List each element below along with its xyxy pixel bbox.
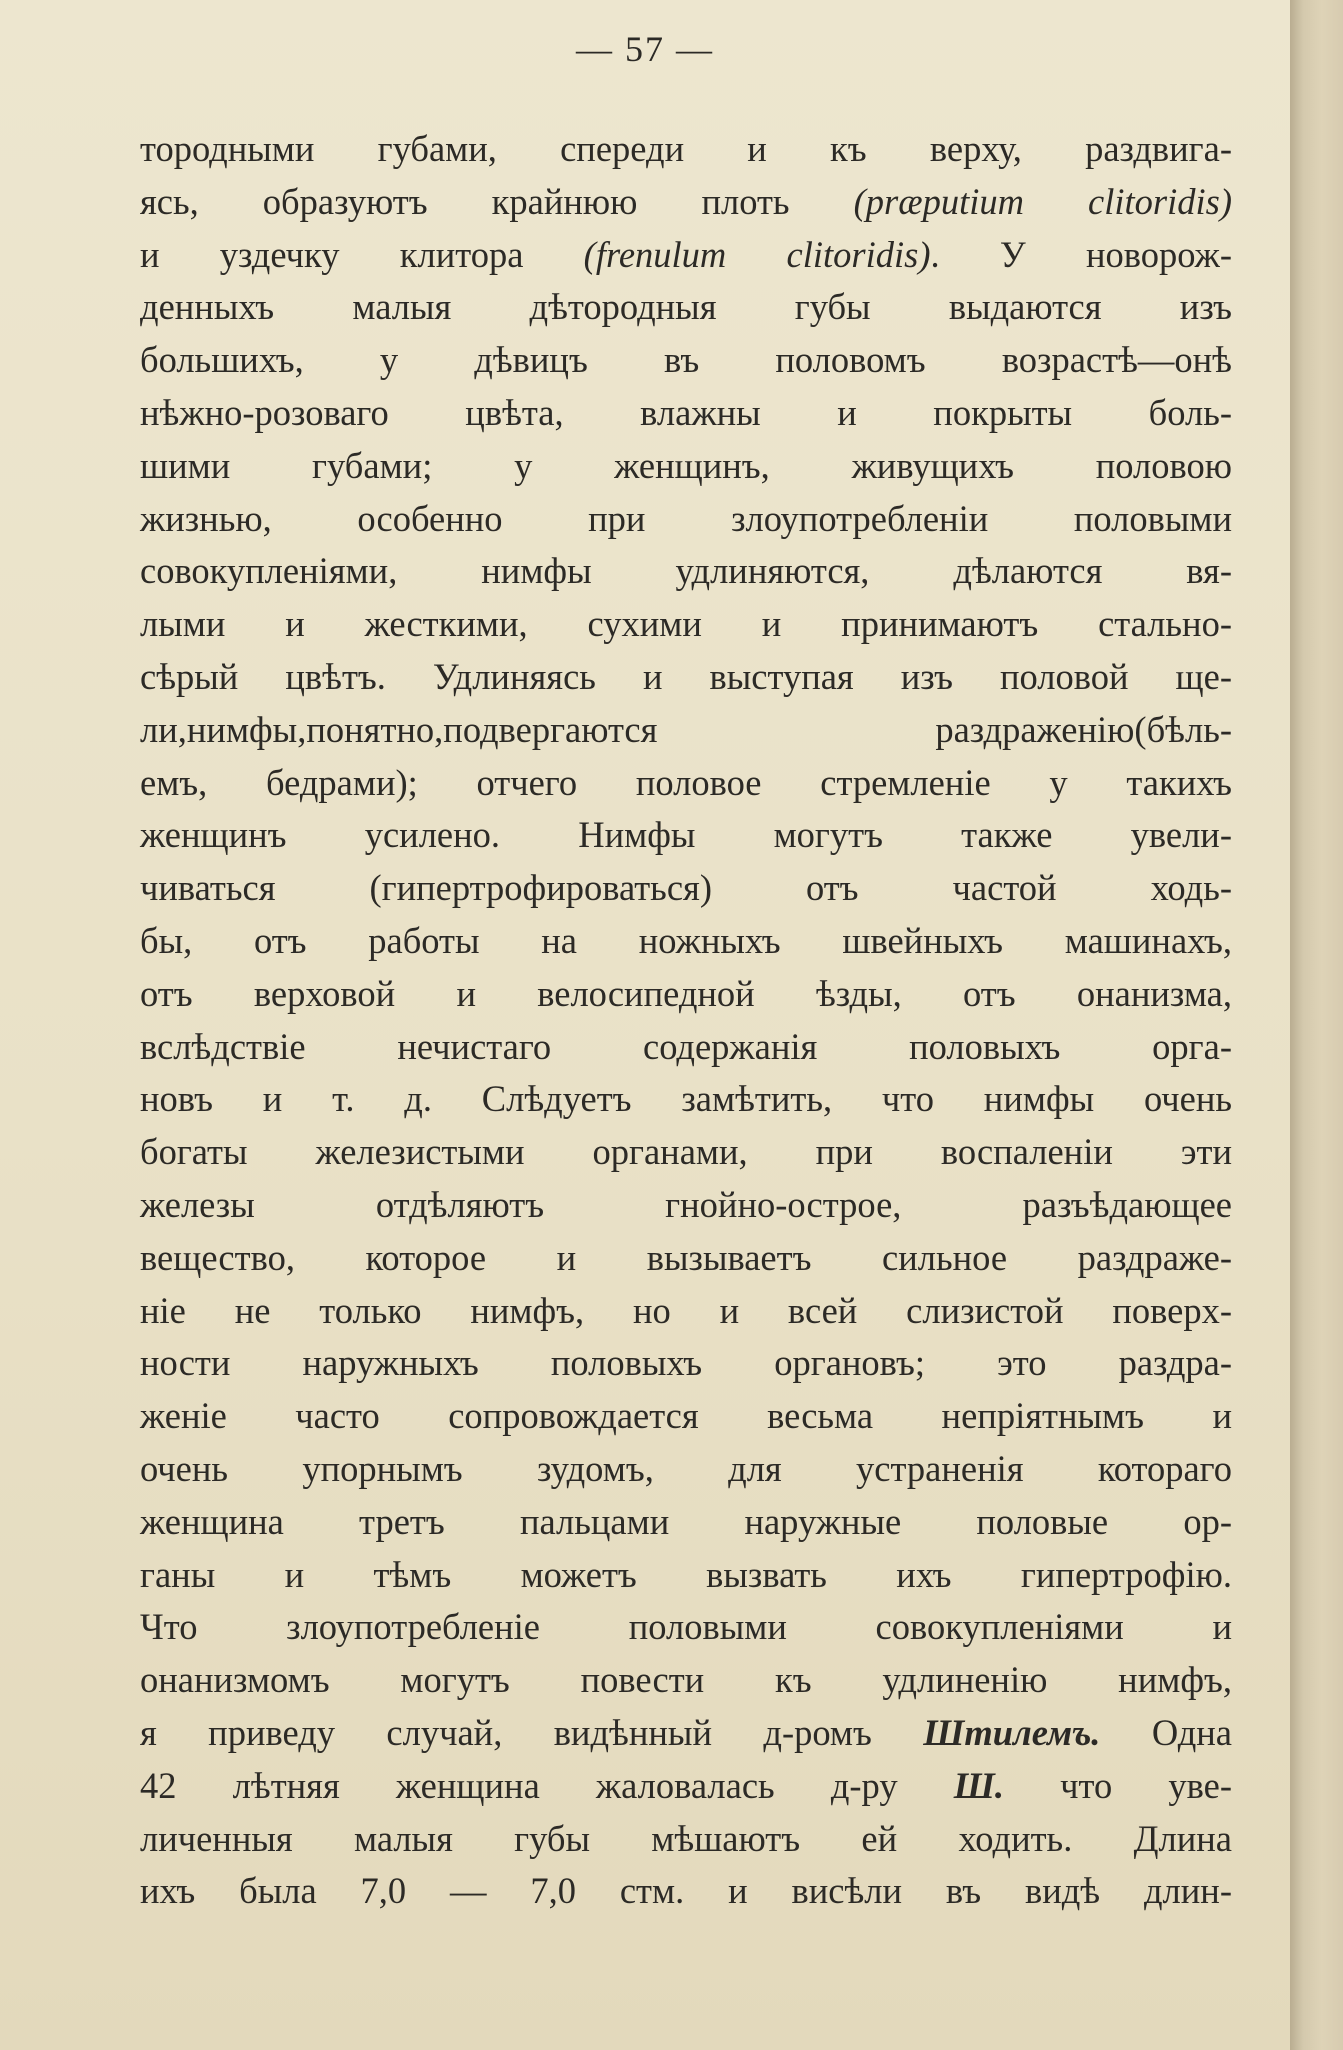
text-segment: . У новорож-	[930, 233, 1232, 275]
text-segment: новъ и т. д. Слѣдуетъ замѣтить, что нимфы очень	[140, 1078, 1232, 1120]
text-segment: ясь, образуютъ крайнюю плоть	[140, 180, 854, 222]
text-segment: денныхъ малыя дѣтородныя губы выдаются изъ	[140, 286, 1232, 328]
text-segment: большихъ, у дѣвицъ въ половомъ возрастѣ—онѣ	[140, 339, 1232, 381]
text-segment: нѣжно-розоваго цвѣта, влажны и покрыты боль-	[140, 391, 1232, 433]
text-line	[140, 1654, 1232, 1707]
text-line	[140, 1760, 1232, 1813]
text-line	[140, 1707, 1232, 1760]
text-line	[140, 387, 1232, 440]
text-line	[140, 1443, 1232, 1496]
text-line	[140, 123, 1232, 176]
text-line	[140, 598, 1232, 651]
page-number: — 57 —	[576, 29, 714, 69]
text-line	[140, 1601, 1232, 1654]
text-line	[140, 1285, 1232, 1338]
text-line	[140, 1179, 1232, 1232]
text-segment: богаты железистыми органами, при воспаленіи эти	[140, 1131, 1232, 1173]
text-line	[140, 1126, 1232, 1179]
text-segment: очень упорнымъ зудомъ, для устраненія котораго	[140, 1447, 1232, 1489]
text-segment: я приведу случай, видѣнный д-ромъ	[140, 1711, 924, 1753]
text-segment: бы, отъ работы на ножныхъ швейныхъ машинахъ,	[140, 919, 1232, 961]
text-segment: и уздечку клитора	[140, 233, 584, 275]
text-line	[140, 281, 1232, 334]
text-segment: ихъ была 7,0 — 7,0 стм. и висѣли въ видѣ длин-	[140, 1870, 1232, 1912]
text-segment: отъ верховой и велосипедной ѣзды, отъ онанизма,	[140, 972, 1232, 1014]
person-name: Ш.	[953, 1764, 1004, 1806]
text-segment: тородными губами, спереди и къ верху, раздвига-	[140, 128, 1232, 169]
body-text	[140, 123, 1232, 1918]
text-line	[140, 862, 1232, 915]
text-segment: что уве-	[1003, 1764, 1233, 1806]
latin-term: (præputium clitoridis)	[853, 180, 1232, 222]
text-line	[140, 1865, 1232, 1918]
text-line	[140, 915, 1232, 968]
text-segment: женщина третъ пальцами наружные половые ор-	[140, 1500, 1232, 1542]
text-line	[140, 809, 1232, 862]
text-segment: чиваться (гипертрофироваться) отъ частой ходь-	[140, 867, 1232, 909]
text-segment: сѣрый цвѣтъ. Удлиняясь и выступая изъ половой ще-	[140, 655, 1232, 697]
text-line	[140, 757, 1232, 810]
text-segment: вслѣдствіе нечистаго содержанія половыхъ орга-	[140, 1025, 1232, 1067]
latin-term: (frenulum clitoridis)	[583, 233, 931, 275]
text-line	[140, 651, 1232, 704]
text-segment: 42 лѣтняя женщина жаловалась д-ру	[140, 1764, 954, 1806]
text-segment: ности наружныхъ половыхъ органовъ; это раздра-	[140, 1342, 1232, 1384]
text-line	[140, 1496, 1232, 1549]
text-segment: жизнью, особенно при злоупотребленіи половыми	[140, 497, 1232, 539]
text-segment: женщинъ усилено. Нимфы могутъ также увели-	[140, 814, 1232, 856]
person-name: Штилемъ.	[923, 1711, 1101, 1753]
text-line	[140, 1232, 1232, 1285]
text-line	[140, 1390, 1232, 1443]
text-segment: ли,нимфы,понятно,подвергаются раздраженію(бѣль-	[140, 708, 1232, 750]
text-segment: Одна	[1100, 1711, 1233, 1753]
text-segment: железы отдѣляютъ гнойно-острое, разъѣдающее	[140, 1183, 1232, 1225]
text-line	[140, 704, 1232, 757]
text-line	[140, 968, 1232, 1021]
text-segment: ніе не только нимфъ, но и всей слизистой поверх-	[140, 1289, 1232, 1331]
text-segment: лыми и жесткими, сухими и принимаютъ стально-	[140, 603, 1232, 645]
text-segment: шими губами; у женщинъ, живущихъ половою	[140, 444, 1232, 486]
text-line	[140, 1337, 1232, 1390]
text-line	[140, 493, 1232, 546]
text-line	[140, 1021, 1232, 1074]
text-segment: совокупленіями, нимфы удлиняются, дѣлаются вя-	[140, 550, 1232, 592]
text-segment: вещество, которое и вызываетъ сильное раздраже-	[140, 1236, 1232, 1278]
text-segment: женіе часто сопровождается весьма непріятнымъ и	[140, 1395, 1232, 1437]
text-line	[140, 545, 1232, 598]
text-segment: личенныя малыя губы мѣшаютъ ей ходить. Длина	[140, 1817, 1232, 1859]
text-segment: Что злоупотребленіе половыми совокупленіями и	[140, 1606, 1232, 1648]
text-segment: емъ, бедрами); отчего половое стремленіе у такихъ	[140, 761, 1232, 803]
text-line	[140, 334, 1232, 387]
text-line	[140, 229, 1232, 282]
text-line	[140, 440, 1232, 493]
text-line	[140, 1073, 1232, 1126]
text-line	[140, 1813, 1232, 1866]
text-segment: ганы и тѣмъ можетъ вызвать ихъ гипертрофію.	[140, 1553, 1232, 1595]
text-segment: онанизмомъ могутъ повести къ удлиненію нимфъ,	[140, 1659, 1232, 1701]
text-line	[140, 1549, 1232, 1602]
page-edge	[1290, 0, 1343, 2050]
text-line	[140, 176, 1232, 229]
